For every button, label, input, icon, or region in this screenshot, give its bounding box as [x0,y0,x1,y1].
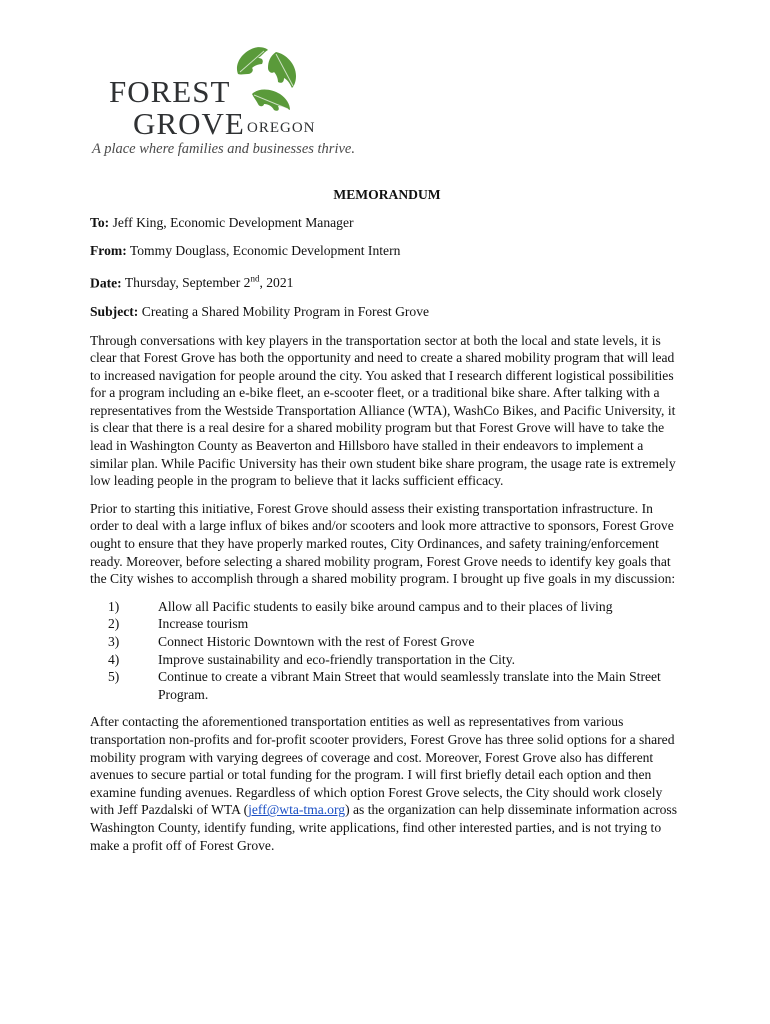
list-item [90,651,684,669]
list-item [90,668,684,703]
list-item [90,598,684,616]
list-item-number: 3) [108,634,120,649]
list-item-number: 5) [108,669,120,685]
list-item-number: 4) [108,651,120,667]
subject-line [90,303,684,321]
memo-title: MEMORANDUM [333,187,441,202]
list-item [90,633,684,651]
date-prefix: Thursday, September 2 [124,275,251,291]
wta-email-link[interactable]: jeff@wta-tma.org [248,802,346,818]
list-item-text: Allow all Pacific students to easily bike around campus and to their places of living [158,598,613,614]
date-label: Date: [90,275,122,291]
list-item-number: 2) [108,616,120,632]
date-value [125,275,294,290]
goals-list [90,598,684,704]
subject-value: Creating a Shared Mobility Program in Forest Grove [141,303,430,319]
logo-oregon-text: OREGON [247,120,316,136]
memo-content [90,186,684,864]
date-line [90,271,684,292]
list-item-number: 1) [108,598,120,614]
paragraph-1: Through conversations with key players in the transportation sector at both the local and state levels, it is clear that Forest Grove has both the opportunity and need to create a shared mobility program that will lead to increased navigation for people around the city. You asked that I research different logistical possibilities for a program including an e-bike fleet, an e-scooter fleet, or a traditional bike share. After talking with a representatives from the Westside Transportation Alliance (WTA), WashCo Bikes, and Pacific University, it is clear that there is a real desire for a shared mobility program but that Forest Grove will have to take the lead in Washington County as Beaverton and Hillsboro have stalled in their endeavors to implement a similar plan. While Pacific University has their own student bike share program, the usage rate is extremely low leading people in the program to believe that it lacks sufficient efficacy. [90,332,676,489]
to-label: To: [90,214,110,230]
from-line [90,242,684,260]
to-value: Jeff King, Economic Development Manager [112,214,354,230]
list-item-text: Connect Historic Downtown with the rest of Forest Grove [158,634,475,649]
paragraph-3 [90,713,684,854]
forest-grove-logo [92,44,355,164]
date-year: , 2021 [259,275,294,291]
to-line [90,214,684,232]
paragraph-3-text-end: ) as the organization can help disseminate information across Washington County, identify funding, write applications, find other interested parties, and is not trying to make a profit off of Forest Grove. [90,802,678,853]
list-item-text: Continue to create a vibrant Main Street that would seamlessly translate into the Main Street Program. [158,669,661,702]
paragraph-3-text-start: After contacting the aforementioned transportation entities as well as representatives from various transportation non-profits and for-profit scooter providers, Forest Grove has three solid options for a shared mobility program with varying degrees of coverage and cost. Moreover, Forest Grove also has different avenues to secure partial or total funding for the program. I will first briefly detail each option and then examine funding avenues. Regardless of which option Forest Grove selects, the City should work closely with Jeff Pazdalski of WTA ( [90,714,675,818]
logo-grove-text: GROVE [133,106,245,141]
list-item [90,615,684,633]
from-value: Tommy Douglass, Economic Development Intern [129,243,401,259]
subject-label: Subject: [90,303,139,319]
paragraph-2: Prior to starting this initiative, Forest Grove should assess their existing transportation infrastructure. In order to deal with a large influx of bikes and/or scooters and look more attractive to sponsors, Forest Grove ought to ensure that they have properly marked routes, City Ordinances, and safety training/enforcement ready. Moreover, before selecting a shared mobility program, Forest Grove needs to identify key goals that the City wishes to accomplish through a shared mobility program. I brought up five goals in my discussion: [90,500,676,587]
from-label: From: [90,243,127,259]
logo-tagline: A place where families and businesses thrive. [92,141,355,157]
list-item-text: Improve sustainability and eco-friendly transportation in the City. [158,651,516,667]
logo-forest-text: FOREST [109,74,231,109]
list-item-text: Increase tourism [158,616,249,632]
date-ordinal: nd [250,273,260,284]
